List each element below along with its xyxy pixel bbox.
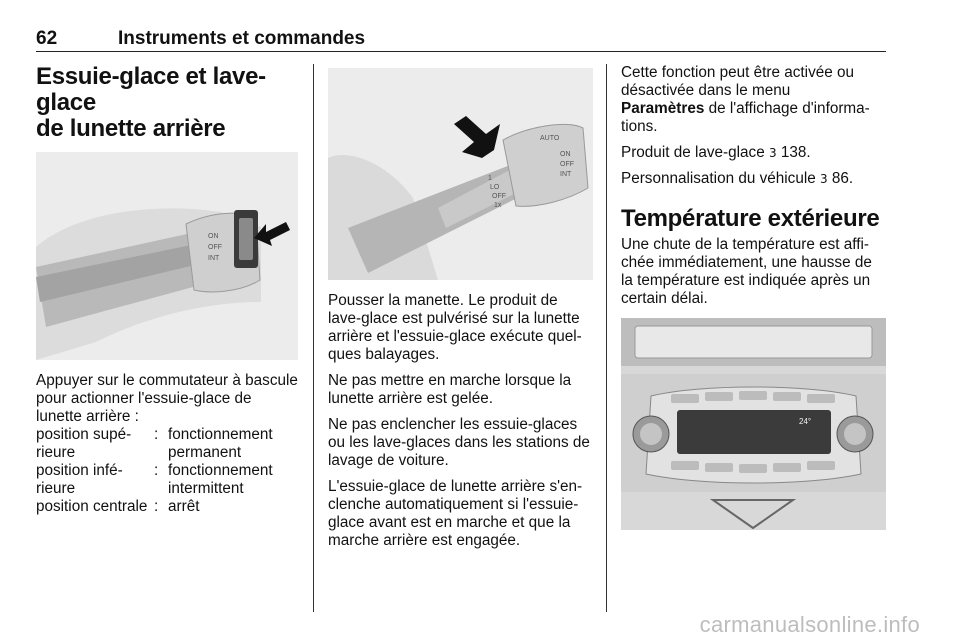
column-divider xyxy=(606,64,607,612)
settings-menu-text: Cette fonction peut être activée ou désactivée dans le menu Paramètres de l'affichage d'informa-tions. xyxy=(621,64,870,135)
svg-text:INT: INT xyxy=(208,255,220,262)
page-number: 62 xyxy=(36,28,58,49)
push-lever-text: Pousser la manette. Le produit de lave-glace est pulvérisé sur la lunette arrière et l'essuie-glace exécute quel-ques balayages. xyxy=(328,292,582,363)
rocker-switch-intro: Appuyer sur le commutateur à bascule pour actionner l'essuie-glace de lunette arrière : xyxy=(36,372,298,425)
svg-text:ON: ON xyxy=(208,233,219,240)
washer-lever-figure xyxy=(328,68,593,280)
svg-text:1x: 1x xyxy=(494,202,502,209)
page-header xyxy=(36,28,886,52)
frozen-window-warning: Ne pas mettre en marche lorsque la lunette arrière est gelée. xyxy=(328,372,572,407)
column-divider xyxy=(313,64,314,612)
rear-wiper-title: Essuie-glace et lave-glace de lunette arrière xyxy=(36,63,266,142)
outside-temperature-title: Température extérieure xyxy=(621,205,880,232)
svg-text:OFF: OFF xyxy=(208,244,222,251)
svg-text:INT: INT xyxy=(560,171,572,178)
list-item: position centrale : arrêt xyxy=(36,498,200,515)
rocker-switch-figure xyxy=(36,152,298,360)
page-reference-icon: 3 xyxy=(768,146,777,160)
climate-panel-figure xyxy=(621,318,886,530)
watermark: carmanualsonline.info xyxy=(699,612,920,637)
washer-fluid-reference: Produit de lave-glace 3 138. xyxy=(621,144,811,161)
settings-menu-name: Paramètres xyxy=(621,100,705,117)
wiper-position-list xyxy=(36,426,298,516)
svg-text:AUTO: AUTO xyxy=(540,135,560,142)
page-reference-icon: 3 xyxy=(820,172,828,186)
list-item: position supé-rieure : fonctionnement permanent xyxy=(36,426,273,461)
car-wash-warning: Ne pas enclencher les essuie-glaces ou les lave-glaces dans les stations de lavage de voiture. xyxy=(328,416,590,469)
column-2 xyxy=(328,64,593,550)
personalisation-reference: Personnalisation du véhicule 3 86. xyxy=(621,170,854,187)
svg-text:LO: LO xyxy=(490,184,500,191)
temperature-readout: 24° xyxy=(799,417,812,426)
svg-text:1: 1 xyxy=(488,175,492,182)
column-1 xyxy=(36,64,298,516)
column-3 xyxy=(621,64,886,530)
svg-text:OFF: OFF xyxy=(492,193,506,200)
svg-text:ON: ON xyxy=(560,151,571,158)
outside-temperature-text: Une chute de la température est affi-chée immédiatement, une hausse de la température est indiquée après un certain délai. xyxy=(621,236,872,307)
automatic-activation-text: L'essuie-glace de lunette arrière s'en-clenche automatiquement si l'essuie-glace avant est en marche et que la marche arrière est engagée. xyxy=(328,478,583,549)
section-title: Instruments et commandes xyxy=(118,28,366,49)
svg-text:OFF: OFF xyxy=(560,161,574,168)
list-item: position infé-rieure : fonctionnement intermittent xyxy=(36,462,273,497)
